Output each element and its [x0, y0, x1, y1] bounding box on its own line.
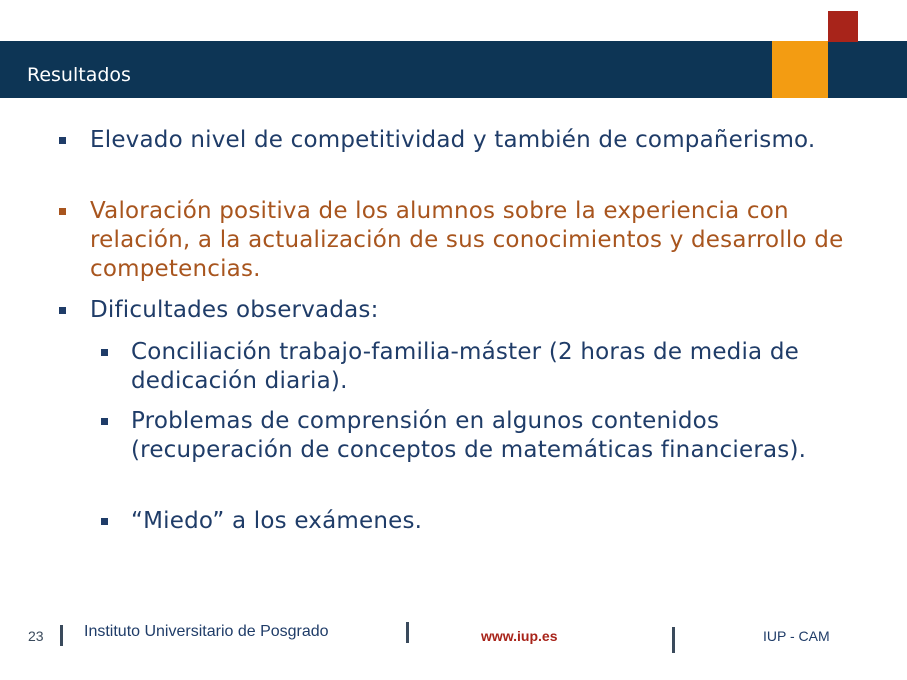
footer-website-link[interactable]: www.iup.es — [481, 628, 558, 644]
sub-bullet-item-problemas — [101, 407, 841, 497]
footer-divider — [406, 622, 409, 643]
footer-divider — [672, 627, 675, 653]
sub-bullet-text: “Miedo” a los exámenes. — [131, 508, 423, 534]
sub-bullet-item-miedo — [101, 507, 841, 537]
slide-title: Resultados — [27, 64, 131, 86]
bullet-text: Elevado nivel de competitividad y también de compañerismo. — [90, 127, 816, 153]
page-number: 23 — [28, 628, 44, 644]
square-bullet-icon — [101, 418, 108, 425]
footer-label: IUP - CAM — [763, 628, 830, 644]
square-bullet-icon — [59, 307, 66, 314]
square-bullet-icon — [59, 208, 66, 215]
bullet-item-competitividad — [59, 126, 859, 186]
sub-bullet-item-conciliacion — [101, 338, 841, 398]
sub-bullet-text: Conciliación trabajo-familia-máster (2 horas de media de dedicación diaria). — [131, 339, 800, 394]
footer-institution: Instituto Universitario de Posgrado — [84, 623, 329, 640]
bullet-text: Dificultades observadas: — [90, 297, 379, 323]
bullet-item-dificultades — [59, 296, 859, 326]
square-bullet-icon — [59, 137, 66, 144]
square-bullet-icon — [101, 518, 108, 525]
sub-bullet-text: Problemas de comprensión en algunos contenidos (recuperación de conceptos de matemáticas financieras). — [131, 408, 807, 463]
square-bullet-icon — [101, 349, 108, 356]
footer-divider — [60, 625, 63, 646]
bullet-text: Valoración positiva de los alumnos sobre la experiencia con relación, a la actualización de sus conocimientos y desarrollo de competencias. — [90, 198, 844, 282]
bullet-item-valoracion — [59, 197, 859, 287]
